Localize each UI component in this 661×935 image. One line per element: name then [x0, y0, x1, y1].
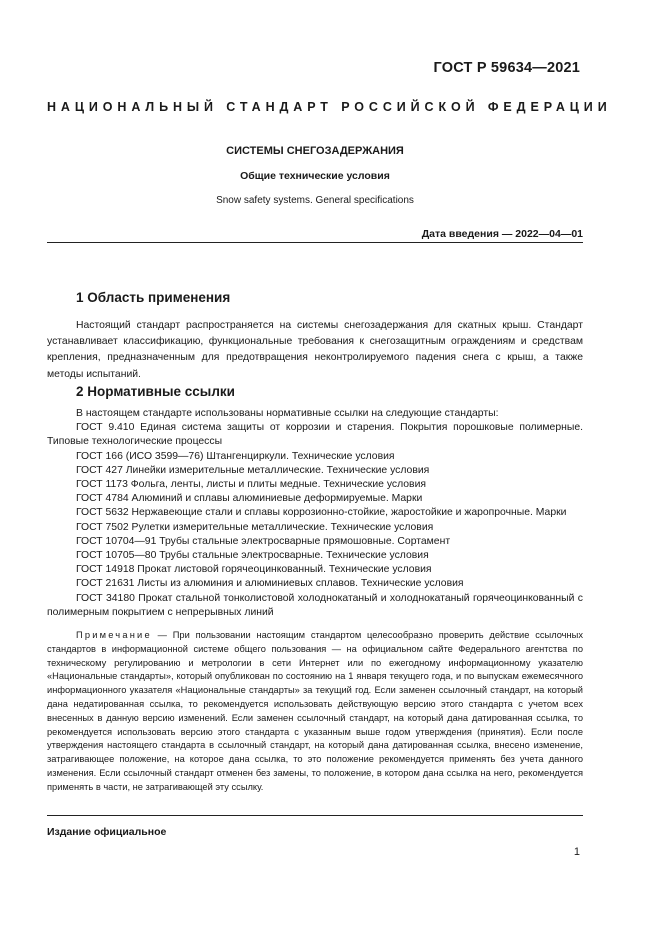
section-1-paragraph: Настоящий стандарт распространяется на системы снегозадержания для скатных крыш. Стандарт устанавливает классификацию, функциональные требования к снегозащитным ограждениям и средствам крепления, предназначенным для предотвращения неконтролируемого падения снега с крыш, а также методы испытаний. [47, 320, 583, 380]
national-standard-heading: НАЦИОНАЛЬНЫЙ СТАНДАРТ РОССИЙСКОЙ ФЕДЕРАЦИИ [47, 100, 612, 114]
section-1-heading: 1 Область применения [76, 290, 231, 305]
introduction-date: Дата введения — 2022—04—01 [421, 228, 583, 240]
reference-item: ГОСТ 9.410 Единая система защиты от коррозии и старения. Покрытия порошковые полимерные. Типовые технологические процессы [47, 422, 583, 448]
document-code: ГОСТ Р 59634—2021 [433, 60, 580, 76]
reference-item: ГОСТ 4784 Алюминий и сплавы алюминиевые деформируемые. Марки [76, 493, 423, 505]
section-2-heading: 2 Нормативные ссылки [76, 384, 235, 399]
official-edition-label: Издание официальное [47, 826, 167, 838]
section-1-text [47, 318, 583, 383]
reference-item: ГОСТ 166 (ИСО 3599—76) Штангенциркули. Технические условия [76, 450, 395, 462]
note-text: — При пользовании настоящим стандартом целесообразно проверить действие ссылочных стандартов в информационной системе общего пользования — на официальном сайте Федерального агентства по техническому регулированию и метрологии в сети Интернет или по ежегодному информационному указателю «Национальные стандарты», который опубликован по состоянию на 1 января текущего года, и по выпускам ежемесячного информационного указателя «Национальные стандарты» за текущий год. Если заменен ссылочный стандарт, на который дана недатированная ссылка, то рекомендуется использовать действующую версию этого стандарта с учетом всех внесенных в данную версию изменений. Если заменен ссылочный стандарт, на который дана датированная ссылка, то рекомендуется использовать версию этого стандарта с указанным выше годом утверждения (принятия). Если после утверждения настоящего стандарта в ссылочный стандарт, на который дана датированная ссылка, внесено изменение, затрагивающее положение, на которое дана ссылка, то это положение рекомендуется применять без учета данного изменения. Если ссылочный стандарт отменен без замены, то положение, в котором дана ссылка на него, рекомендуется применять в части, не затрагивающей эту ссылку. [47, 630, 583, 792]
normative-references-list [47, 407, 583, 620]
header-divider [47, 242, 583, 243]
reference-item: ГОСТ 10705—80 Трубы стальные электросварные. Технические условия [76, 550, 429, 562]
reference-item: ГОСТ 7502 Рулетки измерительные металлические. Технические условия [76, 521, 434, 533]
reference-item: ГОСТ 10704—91 Трубы стальные электросварные прямошовные. Сортамент [76, 535, 451, 547]
reference-item: ГОСТ 427 Линейки измерительные металлические. Технические условия [76, 464, 430, 476]
english-title: Snow safety systems. General specifications [216, 195, 414, 206]
reference-item: ГОСТ 21631 Листы из алюминия и алюминиевых сплавов. Технические условия [76, 578, 464, 590]
document-subtitle: Общие технические условия [240, 170, 390, 182]
note-label: Примечание [76, 630, 152, 640]
reference-item: ГОСТ 1173 Фольга, ленты, листы и плиты медные. Технические условия [76, 479, 426, 491]
references-intro: В настоящем стандарте использованы нормативные ссылки на следующие стандарты: [76, 408, 499, 419]
document-title: СИСТЕМЫ СНЕГОЗАДЕРЖАНИЯ [226, 145, 404, 157]
page-number: 1 [573, 846, 580, 858]
reference-item: ГОСТ 14918 Прокат листовой горячеоцинкованный. Технические условия [76, 564, 432, 576]
references-note [47, 629, 583, 795]
reference-item: ГОСТ 5632 Нержавеющие стали и сплавы коррозионно-стойкие, жаростойкие и жаропрочные. Марки [76, 507, 567, 519]
reference-item: ГОСТ 34180 Прокат стальной тонколистовой холоднокатаный и холоднокатаный горячеоцинкованный с полимерным покрытием с непрерывных линий [47, 592, 583, 618]
footer-divider [47, 815, 583, 816]
